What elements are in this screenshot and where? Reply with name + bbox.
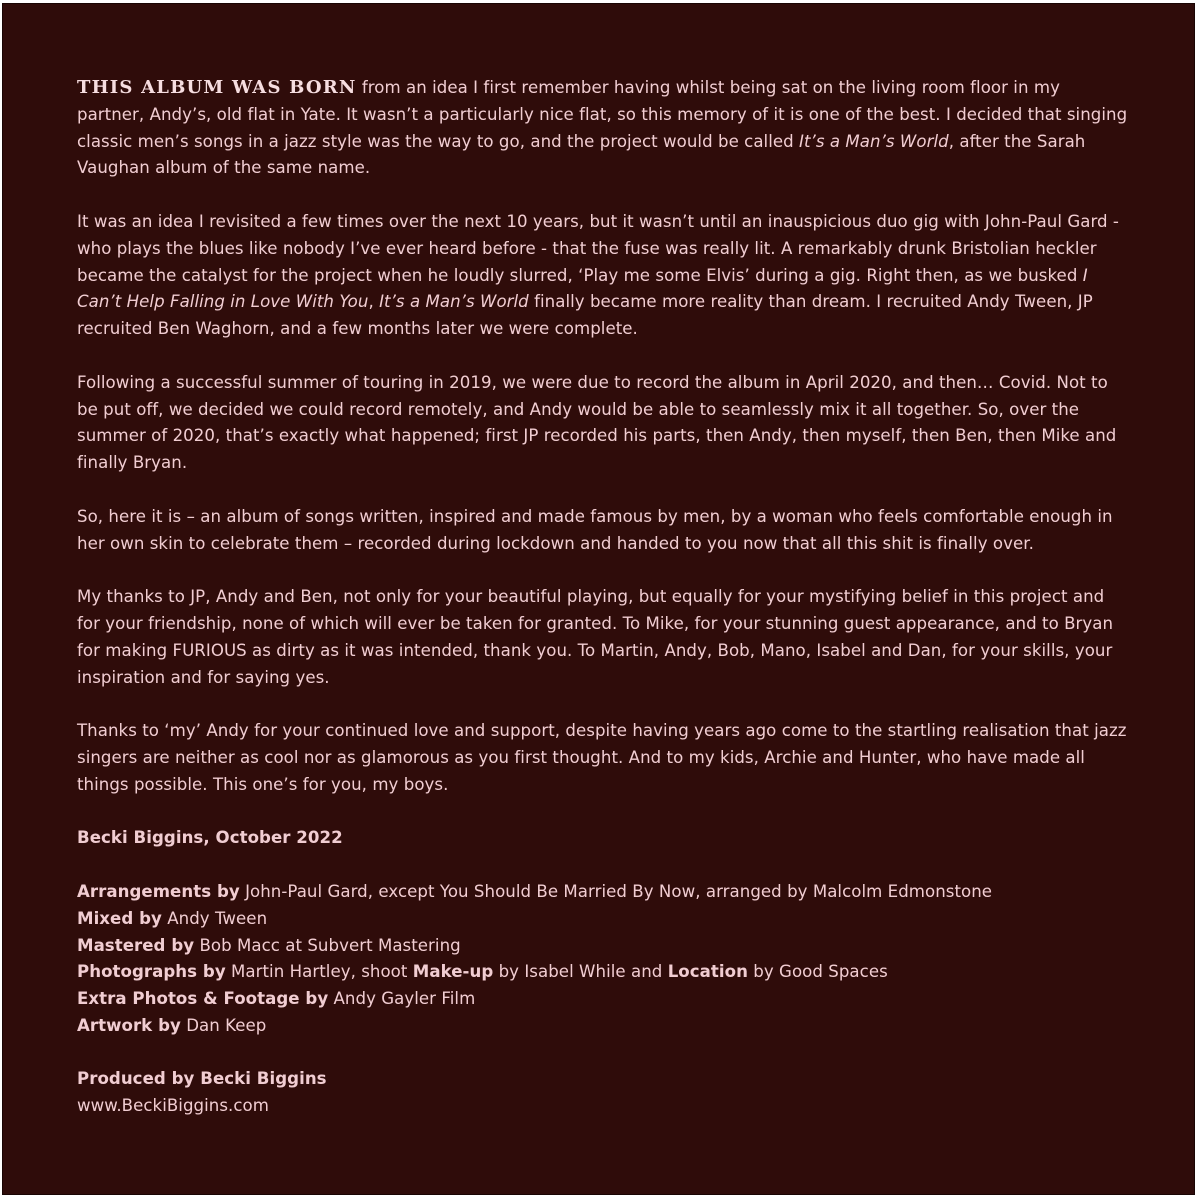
paragraph-thanks-band: My thanks to JP, Andy and Ben, not only for your beautiful playing, but equally for your mystifying belief in this project and for your friendship, none of which will ever be taken for granted. To Mike, for your stunning guest appearance, and to Bryan for making FURIOUS as dirty as it was intended, thank you. To Martin, Andy, Bob, Mano, Isabel and Dan, for your skills, your inspiration and for saying yes.: [77, 587, 1114, 687]
credit-extra-photos: [77, 986, 1129, 1013]
credit-label: Mastered by: [77, 935, 195, 955]
credit-value: Martin Hartley, shoot: [225, 962, 413, 982]
credit-value: by Isabel While and: [493, 962, 668, 982]
credit-value: Dan Keep: [180, 1015, 267, 1035]
credit-label: Photographs by: [77, 962, 226, 982]
signature: Becki Biggins, October 2022: [77, 828, 343, 848]
website-link: www.BeckiBiggins.com: [77, 1096, 269, 1116]
credit-value: Andy Gayler Film: [328, 989, 476, 1009]
intro-text: from an idea I first remember having whilst being sat on the living room floor in my partner, Andy’s, old flat in Yate. It wasn’t a particularly nice flat, so this memory of it is one of the best. I decided that singing classic men’s songs in a jazz style was the way to go, and the project would be called: [77, 78, 1128, 151]
credit-label: Location: [667, 962, 748, 982]
origin-sep: ,: [368, 292, 380, 312]
song-title: I Can’t Help Falling in Love With You: [77, 265, 1088, 312]
credit-label: Mixed by: [77, 908, 162, 928]
produced-block: [77, 1066, 1129, 1120]
liner-notes-text: [77, 75, 1129, 1120]
credit-value: Andy Tween: [161, 908, 268, 928]
credit-label: Make-up: [412, 962, 494, 982]
album-title: It’s a Man’s World: [799, 131, 949, 151]
credit-mixed: [77, 906, 1129, 933]
credit-label: Arrangements by: [77, 881, 240, 901]
credit-value: John-Paul Gard, except You Should Be Married By Now, arranged by Malcolm Edmonstone: [239, 881, 993, 901]
paragraph-summary: So, here it is – an album of songs written, inspired and made famous by men, by a woman who feels comfortable enough in her own skin to celebrate them – recorded during lockdown and handed to you now that all this shit is finally over.: [77, 506, 1113, 553]
credit-value: by Good Spaces: [747, 962, 888, 982]
intro-tail: , after the Sarah Vaughan album of the same name.: [77, 131, 1086, 178]
credit-mastered: [77, 933, 1129, 960]
credit-arrangements: [77, 879, 1129, 906]
produced-by: Produced by Becki Biggins: [77, 1069, 327, 1089]
lead-heading: THIS ALBUM WAS BORN: [77, 77, 357, 98]
credit-value: Bob Macc at Subvert Mastering: [194, 935, 461, 955]
origin-text-b: finally became more reality than dream. I recruited Andy Tween, JP recruited Ben Waghorn, and a few months later we were complete.: [77, 292, 1093, 339]
paragraph-origin: [77, 209, 1129, 343]
credit-artwork: [77, 1013, 1129, 1040]
credit-label: Extra Photos & Footage by: [77, 989, 329, 1009]
credits-block: [77, 879, 1129, 1040]
liner-notes-page: [2, 3, 1195, 1195]
paragraph-thanks-family: Thanks to ‘my’ Andy for your continued love and support, despite having years ago come to the startling realisation that jazz singers are neither as cool nor as glamorous as you first thought. And to my kids, Archie and Hunter, who have made all things possible. This one’s for you, my boys.: [77, 721, 1127, 794]
album-title-2: It’s a Man’s World: [379, 292, 529, 312]
credit-label: Artwork by: [77, 1015, 181, 1035]
intro-paragraph: [77, 75, 1129, 182]
paragraph-recording: Following a successful summer of touring in 2019, we were due to record the album in April 2020, and then… Covid. Not to be put off, we decided we could record remotely, and Andy would be able to seamlessly mix it all together. So, over the summer of 2020, that’s exactly what happened; first JP recorded his parts, then Andy, then myself, then Ben, then Mike and finally Bryan.: [77, 372, 1117, 473]
origin-text-a: It was an idea I revisited a few times over the next 10 years, but it wasn’t until an inauspicious duo gig with John-Paul Gard - who plays the blues like nobody I’ve ever heard before - that the fuse was really lit. A remarkably drunk Bristolian heckler became the catalyst for the project when he loudly slurred, ‘Play me some Elvis’ during a gig. Right then, as we busked: [77, 211, 1119, 285]
credit-photographs: [77, 959, 1129, 986]
